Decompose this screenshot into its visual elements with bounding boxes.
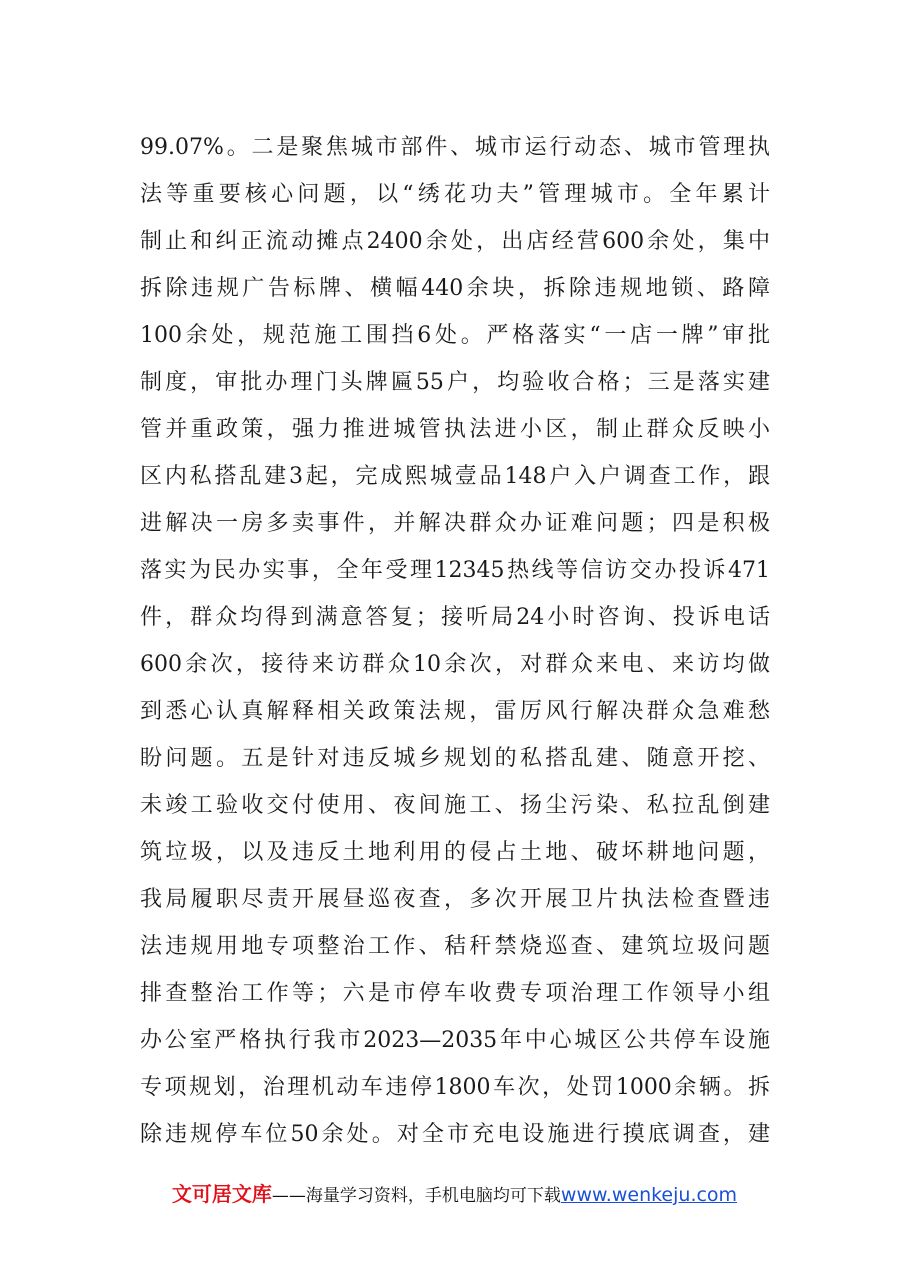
- footer-slogan: ——海量学习资料，手机电脑均可下载: [271, 1186, 561, 1206]
- text-line: 管并重政策，强力推进城管执法进小区，制止群众反映小: [140, 417, 770, 442]
- text-line: 进解决一房多卖事件，并解决群众办证难问题；四是积极: [140, 511, 770, 536]
- text-line: 未竣工验收交付使用、夜间施工、扬尘污染、私拉乱倒建: [140, 793, 770, 818]
- text-line: 我局履职尽责开展昼巡夜查，多次开展卫片执法检查暨违: [140, 887, 770, 912]
- text-line: 拆除违规广告标牌、横幅440余块，拆除违规地锁、路障: [140, 276, 770, 301]
- text-line: 制止和纠正流动摊点2400余处，出店经营600余处，集中: [140, 229, 770, 254]
- text-line: 排查整治工作等；六是市停车收费专项治理工作领导小组: [140, 981, 770, 1006]
- footer-link[interactable]: www.wenkeju.com: [560, 1184, 738, 1206]
- text-line: 专项规划，治理机动车违停1800车次，处罚1000余辆。拆: [140, 1075, 770, 1100]
- footer-brand: 文可居文库: [171, 1182, 272, 1206]
- text-line: 办公室严格执行我市2023—2035年中心城区公共停车设施: [140, 1028, 770, 1053]
- text-line: 99.07%。二是聚焦城市部件、城市运行动态、城市管理执: [140, 135, 770, 160]
- text-line: 件，群众均得到满意答复；接听局24小时咨询、投诉电话: [140, 605, 770, 630]
- text-line: 盼问题。五是针对违反城乡规划的私搭乱建、随意开挖、: [140, 746, 770, 771]
- text-line: 除违规停车位50余处。对全市充电设施进行摸底调查，建: [140, 1122, 770, 1147]
- text-line: 筑垃圾，以及违反土地利用的侵占土地、破坏耕地问题，: [140, 840, 770, 865]
- text-line: 法等重要核心问题，以“绣花功夫”管理城市。全年累计: [140, 182, 770, 207]
- text-line: 制度，审批办理门头牌匾55户，均验收合格；三是落实建: [140, 370, 770, 395]
- text-line: 落实为民办实事，全年受理12345热线等信访交办投诉471: [140, 558, 770, 583]
- footer-banner: [0, 1178, 909, 1207]
- text-line: 法违规用地专项整治工作、秸秆禁烧巡查、建筑垃圾问题: [140, 934, 770, 959]
- text-line: 区内私搭乱建3起，完成熙城壹品148户入户调查工作，跟: [140, 464, 770, 489]
- body-text: [140, 124, 770, 1158]
- text-line: 100余处，规范施工围挡6处。严格落实“一店一牌”审批: [140, 323, 770, 348]
- text-line: 到悉心认真解释相关政策法规，雷厉风行解决群众急难愁: [140, 699, 770, 724]
- text-line: 600余次，接待来访群众10余次，对群众来电、来访均做: [140, 652, 770, 677]
